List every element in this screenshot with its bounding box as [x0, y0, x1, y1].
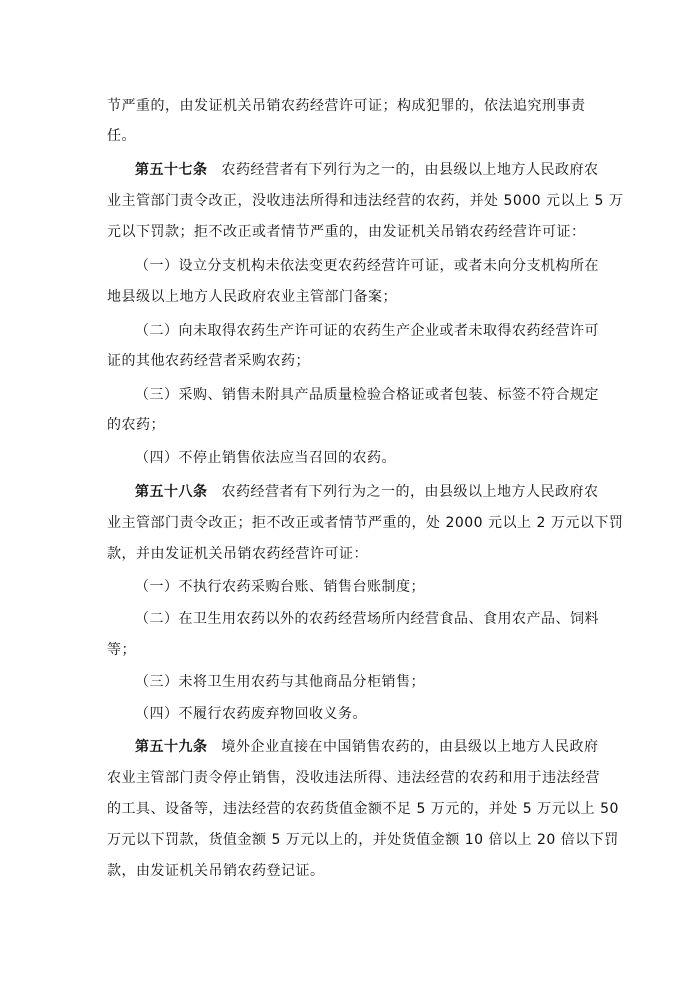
text-line: 款，并由发证机关吊销农药经营许可证：	[107, 546, 368, 562]
text-line: 证的其他农药经营者采购农药；	[107, 353, 310, 369]
text-line: 农业主管部门责令停止销售，没收违法所得、违法经营的农药和用于违法经营	[107, 770, 600, 786]
article-58-heading: 第五十八条	[135, 484, 208, 500]
article-59-heading: 第五十九条	[135, 739, 208, 755]
list-item: （一）设立分支机构未依法变更农药经营许可证，或者未向分支机构所在	[135, 258, 599, 274]
text-line: 的农药；	[107, 417, 165, 433]
list-item: （一）不执行农药采购台账、销售台账制度；	[135, 579, 425, 595]
text-line: 万元以下罚款，货值金额 5 万元以上的，并处货值金额 10 倍以上 20 倍以下罚	[107, 832, 619, 848]
text-line: 任。	[107, 128, 136, 144]
text-line: 业主管部门责令改正；拒不改正或者情节严重的，处 2000 元以上 2 万元以下罚	[107, 515, 624, 531]
article-57-first-line	[135, 161, 599, 179]
article-57-heading: 第五十七条	[135, 162, 208, 178]
list-item: （二）在卫生用农药以外的农药经营场所内经营食品、食用农产品、饲料	[135, 611, 599, 627]
text-line: 元以下罚款；拒不改正或者情节严重的，由发证机关吊销农药经营许可证：	[107, 224, 586, 240]
list-item: （三）采购、销售未附具产品质量检验合格证或者包装、标签不符合规定	[135, 387, 599, 403]
list-item: （二）向未取得农药生产许可证的农药生产企业或者未取得农药经营许可	[135, 323, 599, 339]
article-58-first-line	[135, 483, 599, 501]
text-line: 农药经营者有下列行为之一的，由县级以上地方人民政府农	[221, 162, 599, 178]
text-line: 境外企业直接在中国销售农药的，由县级以上地方人民政府	[221, 739, 599, 755]
text-line: 业主管部门责令改正，没收违法所得和违法经营的农药，并处 5000 元以上 5 万	[107, 193, 624, 209]
text-line: 农药经营者有下列行为之一的，由县级以上地方人民政府农	[221, 484, 599, 500]
text-line: 的工具、设备等，违法经营的农药货值金额不足 5 万元的，并处 5 万元以上 50	[107, 801, 619, 817]
text-line: 节严重的，由发证机关吊销农药经营许可证；构成犯罪的，依法追究刑事责	[107, 98, 586, 114]
text-line: 款，由发证机关吊销农药登记证。	[107, 863, 325, 879]
article-59-first-line	[135, 738, 599, 756]
text-line: 地县级以上地方人民政府农业主管部门备案；	[107, 289, 397, 305]
list-item: （四）不停止销售依法应当召回的农药。	[135, 450, 396, 466]
list-item: （四）不履行农药废弃物回收义务。	[135, 706, 367, 722]
text-line: 等；	[107, 642, 136, 658]
list-item: （三）未将卫生用农药与其他商品分柜销售；	[135, 674, 425, 690]
